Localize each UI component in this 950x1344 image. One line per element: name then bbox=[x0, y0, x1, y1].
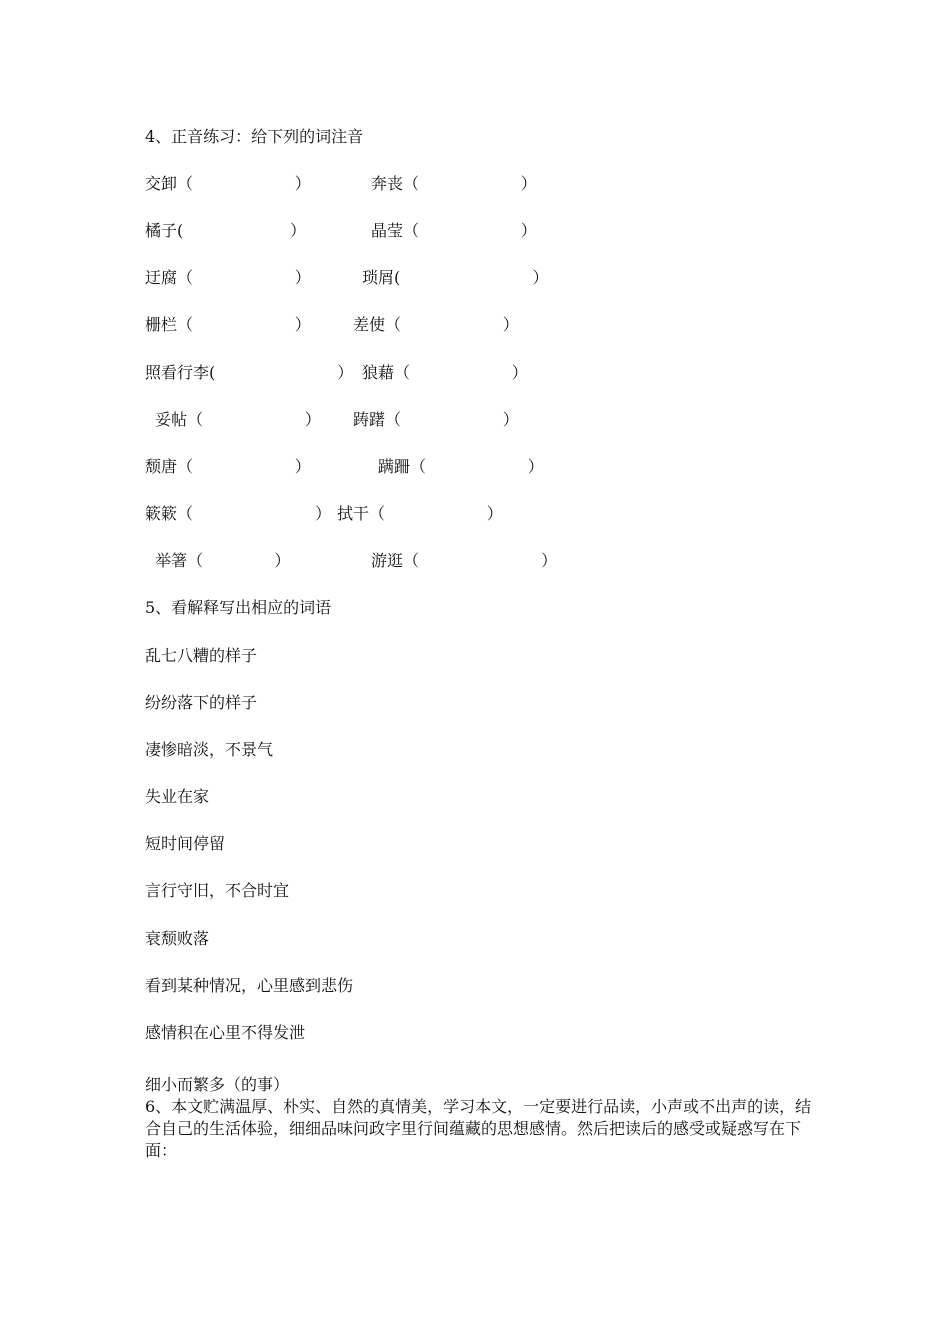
definition-item: 纷纷落下的样子 bbox=[145, 693, 258, 712]
definition-item: 失业在家 bbox=[145, 787, 210, 806]
section-6-paragraph: 6、本文贮满温厚、朴实、自然的真情美，学习本文，一定要进行品读，小声或不出声的读，结合自己的生活体验，细细品味问政字里行间蕴藏的思想感情。然后把读后的感受或疑惑写在下面： bbox=[145, 1097, 812, 1160]
section-4-heading: 4、正音练习：给下列的词注音 bbox=[145, 127, 364, 146]
definition-item: 衰颓败落 bbox=[145, 929, 210, 948]
pinyin-item: 颓唐（ ） bbox=[145, 457, 311, 476]
pinyin-item: 妥帖（ ） bbox=[145, 410, 321, 429]
pinyin-item: 栅栏（ ） bbox=[145, 315, 311, 334]
section-5-heading: 5、看解释写出相应的词语 bbox=[145, 598, 332, 617]
pinyin-item: 狼藉（ ） bbox=[362, 363, 528, 382]
pinyin-item: 拭干（ ） bbox=[337, 504, 503, 523]
pinyin-item: 举箸（ ） bbox=[145, 551, 291, 570]
pinyin-item: 橘子( ） bbox=[145, 221, 307, 240]
pinyin-item: 奔丧（ ） bbox=[371, 174, 537, 193]
definition-item: 感情积在心里不得发泄 bbox=[145, 1023, 306, 1042]
definition-item: 凄惨暗淡，不景气 bbox=[145, 740, 274, 759]
pinyin-item: 交卸（ ） bbox=[145, 174, 311, 193]
pinyin-item: 差使（ ） bbox=[353, 315, 519, 334]
definition-item: 短时间停留 bbox=[145, 834, 226, 853]
pinyin-item: 迂腐（ ） bbox=[145, 268, 311, 287]
pinyin-item: 游逛（ ） bbox=[371, 551, 558, 570]
pinyin-item: 簌簌（ ） bbox=[145, 504, 332, 523]
definition-item: 乱七八糟的样子 bbox=[145, 646, 258, 665]
pinyin-item: 照看行李( ） bbox=[145, 363, 354, 382]
definition-item: 言行守旧，不合时宜 bbox=[145, 881, 290, 900]
pinyin-item: 踌躇（ ） bbox=[353, 410, 519, 429]
pinyin-item: 蹒跚（ ） bbox=[378, 457, 544, 476]
definition-item: 看到某种情况，心里感到悲伤 bbox=[145, 976, 354, 995]
definition-item: 细小而繁多（的事） bbox=[145, 1075, 290, 1094]
pinyin-item: 琐屑( ） bbox=[362, 268, 549, 287]
pinyin-item: 晶莹（ ） bbox=[371, 221, 537, 240]
